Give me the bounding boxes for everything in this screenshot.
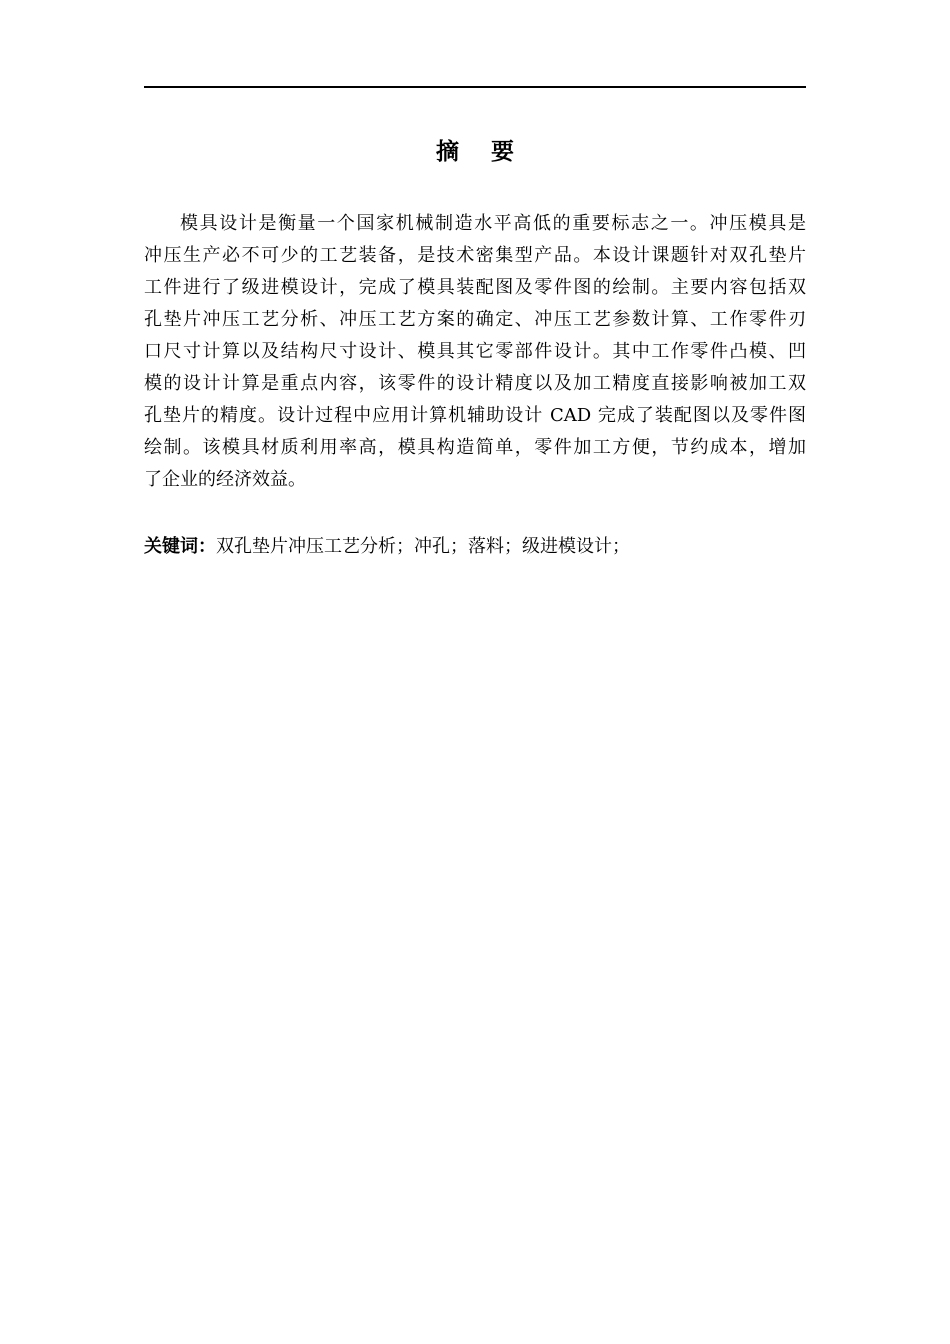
- header-rule: [144, 86, 806, 88]
- abstract-line: 孔垫片的精度。设计过程中应用计算机辅助设计 CAD 完成了装配图以及零件图: [144, 405, 806, 426]
- abstract-line: 工件进行了级进模设计，完成了模具装配图及零件图的绘制。主要内容包括双: [144, 277, 806, 298]
- abstract-line: 冲压生产必不可少的工艺装备，是技术密集型产品。本设计课题针对双孔垫片: [144, 245, 806, 266]
- abstract-line: 绘制。该模具材质利用率高，模具构造简单，零件加工方便，节约成本，增加: [144, 437, 806, 458]
- abstract-body: [144, 208, 806, 496]
- abstract-line: 孔垫片冲压工艺分析、冲压工艺方案的确定、冲压工艺参数计算、工作零件刃: [144, 309, 806, 330]
- keywords-label: 关键词：: [144, 536, 216, 557]
- abstract-line: 了企业的经济效益。: [144, 469, 306, 490]
- keywords-text: 双孔垫片冲压工艺分析；冲孔；落料；级进模设计；: [216, 536, 630, 557]
- abstract-line: 口尺寸计算以及结构尺寸设计、模具其它零部件设计。其中工作零件凸模、凹: [144, 341, 806, 362]
- page-title: 摘 要: [435, 138, 515, 165]
- keywords-paragraph: [144, 531, 806, 563]
- abstract-line: 模具设计是衡量一个国家机械制造水平高低的重要标志之一。冲压模具是: [180, 213, 806, 234]
- abstract-line: 模的设计计算是重点内容，该零件的设计精度以及加工精度直接影响被加工双: [144, 373, 806, 394]
